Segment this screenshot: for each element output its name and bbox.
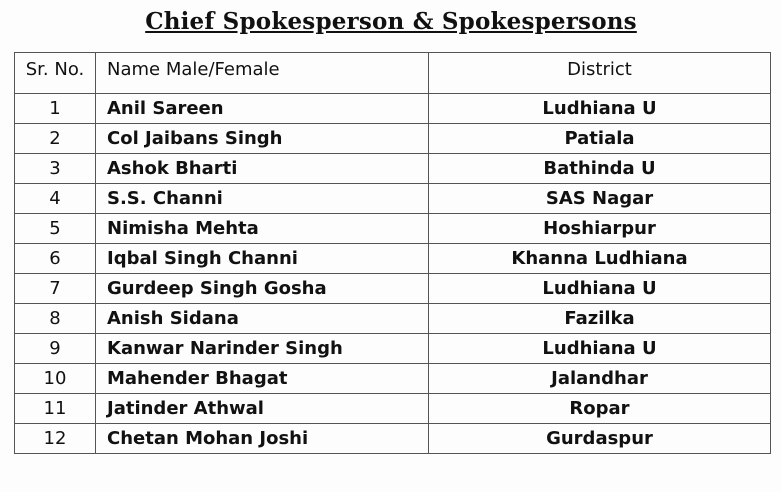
sr-no-cell: 8: [15, 304, 96, 334]
sr-no-cell: 5: [15, 214, 96, 244]
sr-no-cell: 2: [15, 124, 96, 154]
name-cell: Iqbal Singh Channi: [96, 244, 429, 274]
table-row: [15, 214, 771, 244]
sr-no-cell: 6: [15, 244, 96, 274]
name-cell: Nimisha Mehta: [96, 214, 429, 244]
sr-no-cell: 4: [15, 184, 96, 214]
name-cell: Anish Sidana: [96, 304, 429, 334]
sr-no-cell: 10: [15, 364, 96, 394]
name-cell: Ashok Bharti: [96, 154, 429, 184]
name-cell: Jatinder Athwal: [96, 394, 429, 424]
district-cell: Ludhiana U: [429, 94, 771, 124]
district-cell: SAS Nagar: [429, 184, 771, 214]
header-name: Name Male/Female: [96, 53, 429, 94]
spokesperson-table: [14, 52, 771, 454]
table-row: [15, 394, 771, 424]
name-cell: Mahender Bhagat: [96, 364, 429, 394]
district-cell: Fazilka: [429, 304, 771, 334]
page-title: Chief Spokesperson & Spokespersons: [145, 8, 637, 35]
sr-no-cell: 9: [15, 334, 96, 364]
sr-no-cell: 12: [15, 424, 96, 454]
table-row: [15, 94, 771, 124]
table-row: [15, 364, 771, 394]
district-cell: Ludhiana U: [429, 334, 771, 364]
district-cell: Ropar: [429, 394, 771, 424]
name-cell: Gurdeep Singh Gosha: [96, 274, 429, 304]
table-row: [15, 304, 771, 334]
district-cell: Bathinda U: [429, 154, 771, 184]
district-cell: Patiala: [429, 124, 771, 154]
name-cell: Col Jaibans Singh: [96, 124, 429, 154]
table-row: [15, 424, 771, 454]
header-district: District: [429, 53, 771, 94]
name-cell: Kanwar Narinder Singh: [96, 334, 429, 364]
sr-no-cell: 1: [15, 94, 96, 124]
header-sr-no: Sr. No.: [15, 53, 96, 94]
table-header-row: [15, 53, 771, 94]
table-row: [15, 244, 771, 274]
table-row: [15, 154, 771, 184]
district-cell: Ludhiana U: [429, 274, 771, 304]
table-row: [15, 334, 771, 364]
sr-no-cell: 7: [15, 274, 96, 304]
name-cell: Anil Sareen: [96, 94, 429, 124]
district-cell: Gurdaspur: [429, 424, 771, 454]
name-cell: S.S. Channi: [96, 184, 429, 214]
table-row: [15, 124, 771, 154]
sr-no-cell: 3: [15, 154, 96, 184]
name-cell: Chetan Mohan Joshi: [96, 424, 429, 454]
table-body: [15, 94, 771, 454]
table-row: [15, 274, 771, 304]
sr-no-cell: 11: [15, 394, 96, 424]
table-row: [15, 184, 771, 214]
district-cell: Jalandhar: [429, 364, 771, 394]
district-cell: Khanna Ludhiana: [429, 244, 771, 274]
district-cell: Hoshiarpur: [429, 214, 771, 244]
